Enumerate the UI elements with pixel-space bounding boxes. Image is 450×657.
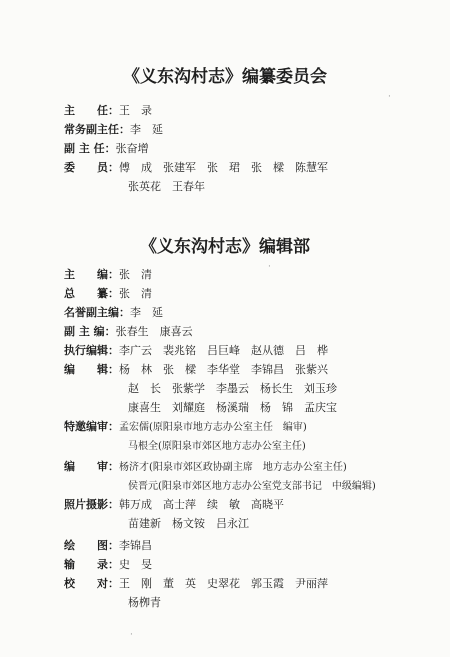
committee-title: 《义东沟村志》编纂委员会 bbox=[123, 67, 327, 87]
row-value: 张 清 bbox=[119, 268, 152, 281]
row-value: 杨 林 张 樑 李华堂 李锦昌 张紫兴 bbox=[119, 363, 328, 376]
editorial-row-photographers bbox=[64, 498, 284, 512]
editorial-row-chief-editor bbox=[64, 268, 152, 282]
row-label: 副 主 任： bbox=[64, 142, 116, 155]
row-value: 赵 长 张紫学 李墨云 杨长生 刘玉珍 bbox=[128, 382, 337, 395]
editorial-row-illustrator bbox=[64, 539, 152, 553]
editorial-row-reviewers-continued bbox=[128, 479, 376, 494]
row-value: 张 清 bbox=[119, 287, 152, 300]
row-value: 康喜生 刘耀庭 杨溪瑞 杨 锦 孟庆宝 bbox=[128, 401, 337, 414]
editorial-row-reviewers bbox=[64, 460, 347, 475]
row-label: 绘 图： bbox=[64, 539, 119, 552]
row-label: 校 对： bbox=[64, 577, 119, 590]
row-label: 主 任： bbox=[64, 104, 119, 117]
row-label: 委 员： bbox=[64, 161, 119, 174]
row-label: 副 主 编： bbox=[64, 325, 116, 338]
row-label: 名誉副主编： bbox=[64, 306, 130, 319]
editorial-row-photographers-continued bbox=[128, 517, 249, 531]
editorial-row-general-compiler bbox=[64, 287, 152, 301]
editorial-row-invited-reviewers bbox=[64, 420, 307, 435]
row-label: 输 录： bbox=[64, 558, 119, 571]
committee-row-deputy bbox=[64, 142, 149, 156]
editorial-row-proofreaders bbox=[64, 577, 328, 591]
row-value: 杨栁青 bbox=[128, 596, 161, 609]
editorial-row-proofreaders-continued bbox=[128, 596, 161, 610]
row-label: 总 纂： bbox=[64, 287, 119, 300]
committee-row-members bbox=[64, 161, 328, 175]
editorial-title: 《义东沟村志》编辑部 bbox=[140, 237, 310, 257]
row-value: 韩万成 高士萍 续 敏 高晓平 bbox=[119, 498, 284, 511]
row-value: 李 延 bbox=[130, 123, 163, 136]
row-label: 照片摄影： bbox=[64, 498, 119, 511]
row-value: 史 旻 bbox=[119, 558, 152, 571]
row-label: 常务副主任： bbox=[64, 123, 130, 136]
row-value: 苗建新 杨文铵 吕永江 bbox=[128, 517, 249, 530]
row-value: 杨济才(阳泉市郊区政协副主席 地方志办公室主任) bbox=[119, 462, 347, 473]
editorial-row-invited-reviewers-continued bbox=[128, 439, 306, 454]
row-value: 李广云 裴兆铭 吕巨峰 赵从德 吕 桦 bbox=[119, 344, 328, 357]
committee-row-executive-deputy bbox=[64, 123, 163, 137]
row-value: 侯晋元(阳泉市郊区地方志办公室党支部书记 中级编辑) bbox=[128, 481, 376, 492]
row-label: 特邀编审： bbox=[64, 420, 119, 433]
row-value: 王 录 bbox=[119, 104, 152, 117]
scan-speck: · bbox=[130, 630, 133, 640]
row-value: 张英花 王春年 bbox=[128, 180, 205, 193]
row-label: 执行编辑： bbox=[64, 344, 119, 357]
row-label: 主 编： bbox=[64, 268, 119, 281]
row-value: 孟宏儒(原阳泉市地方志办公室主任 编审) bbox=[119, 422, 307, 433]
row-value: 马根全(原阳泉市郊区地方志办公室主任) bbox=[128, 441, 306, 452]
row-label: 编 审： bbox=[64, 460, 119, 473]
scan-speck: · bbox=[388, 92, 391, 102]
row-value: 张奋增 bbox=[115, 142, 149, 155]
row-value: 王 刚 董 英 史翠花 郭玉霞 尹丽萍 bbox=[119, 577, 328, 590]
editorial-row-deputy-editor bbox=[64, 325, 193, 339]
editorial-row-editors bbox=[64, 363, 328, 377]
scan-speck: · bbox=[268, 262, 271, 272]
committee-row-members-continued bbox=[128, 180, 205, 194]
committee-row-director bbox=[64, 104, 152, 118]
editorial-row-typist bbox=[64, 558, 152, 572]
editorial-row-editors-continued-2 bbox=[128, 401, 337, 415]
editorial-row-honorary-deputy bbox=[64, 306, 163, 320]
row-value: 李锦昌 bbox=[119, 539, 152, 552]
row-label: 编 辑： bbox=[64, 363, 119, 376]
row-value: 张春生 康喜云 bbox=[115, 325, 193, 338]
row-value: 傅 成 张建军 张 珺 张 樑 陈慧军 bbox=[119, 161, 328, 174]
row-value: 李 延 bbox=[130, 306, 163, 319]
editorial-row-executive-editors bbox=[64, 344, 328, 358]
editorial-row-editors-continued-1 bbox=[128, 382, 337, 396]
